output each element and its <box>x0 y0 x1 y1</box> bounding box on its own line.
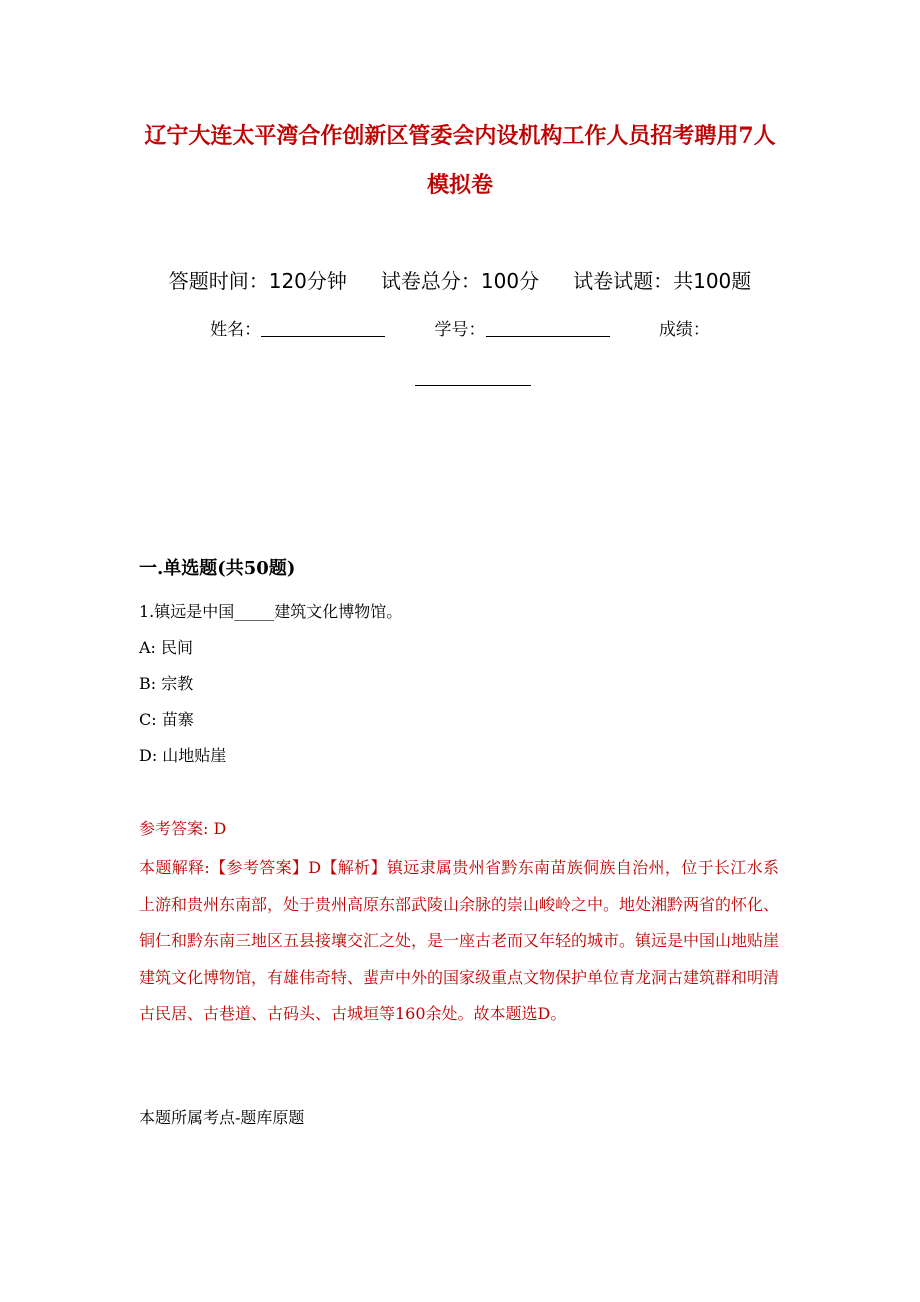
score-label: 成绩： <box>658 320 710 340</box>
answer-time: 答题时间：120分钟 <box>168 269 347 293</box>
answer-explanation: 本题解释:【参考答案】D【解析】镇远隶属贵州省黔东南苗族侗族自治州，位于长江水系上游和贵州东南部，处于贵州高原东部武陵山余脉的崇山峻岭之中。地处湘黔两省的怀化、铜仁和黔东南三地区五县接壤交汇之处，是一座古老而又年轻的城市。镇远是中国山地贴崖建筑文化博物馆，有雄伟奇特、蜚声中外的国家级重点文物保护单位青龙洞古建筑群和明清古民居、古巷道、古码头、古城垣等160余处。故本题选D。 <box>139 858 780 1023</box>
option-a: A: 民间 <box>139 638 194 657</box>
option-c: C: 苗寨 <box>139 710 194 729</box>
option-d: D: 山地贴崖 <box>139 746 227 765</box>
student-fields <box>0 316 920 344</box>
reference-answer: 参考答案: D <box>139 819 227 838</box>
question-stem: 1.镇远是中国_____建筑文化博物馆。 <box>139 602 403 621</box>
score-field <box>659 316 710 344</box>
exam-title-line1: 辽宁大连太平湾合作创新区管委会内设机构工作人员招考聘用7人 <box>144 123 776 149</box>
exam-meta <box>0 266 920 296</box>
question-source: 本题所属考点-题库原题 <box>139 1108 305 1127</box>
section-heading: 一.单选题(共50题) <box>139 558 296 579</box>
score-blank <box>415 385 531 386</box>
exam-title-line2: 模拟卷 <box>426 172 493 198</box>
student-id-field <box>435 316 610 344</box>
question-count: 试卷试题：共100题 <box>573 269 752 293</box>
name-label: 姓名： <box>210 320 262 340</box>
total-score: 试卷总分：100分 <box>380 269 540 293</box>
option-b: B: 宗教 <box>139 674 194 693</box>
name-blank <box>261 316 385 337</box>
student-id-label: 学号： <box>434 320 486 340</box>
student-id-blank <box>486 316 610 337</box>
name-field <box>210 316 385 344</box>
